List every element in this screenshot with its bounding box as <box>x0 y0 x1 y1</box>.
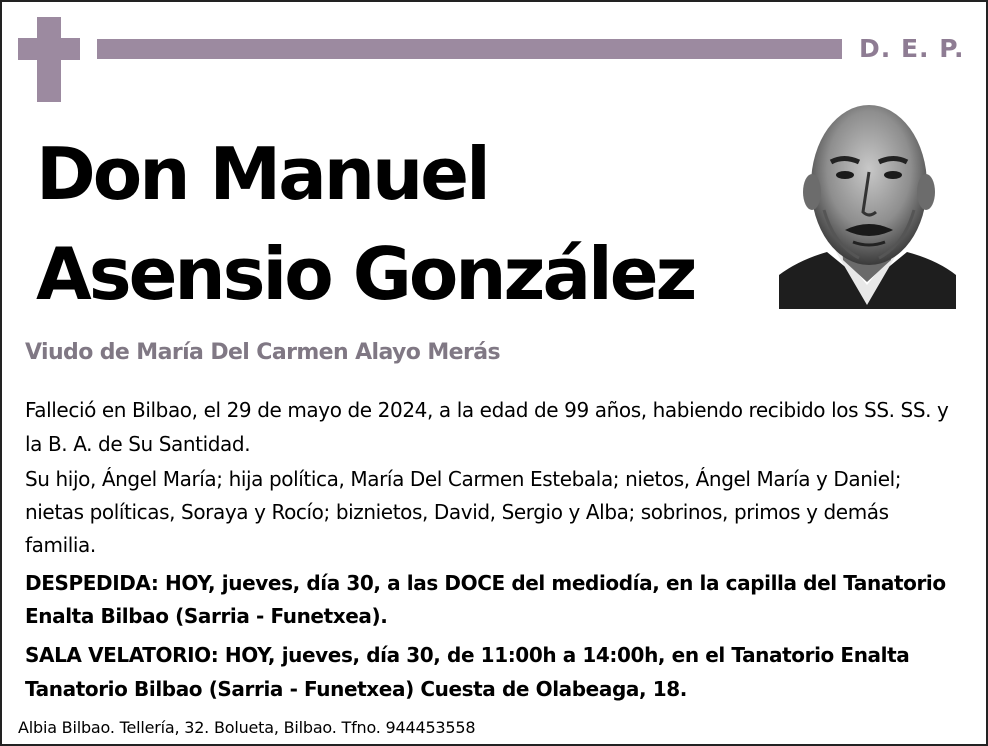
portrait-photo <box>779 100 956 309</box>
cross-icon-arm <box>18 38 80 60</box>
dep-label: D. E. P. <box>859 34 965 63</box>
spouse-line: Viudo de María Del Carmen Alayo Merás <box>25 340 500 365</box>
death-notice: Falleció en Bilbao, el 29 de mayo de 2024, a la edad de 99 años, habiendo recibido los SS. SS. y la B. A. de Su Santidad. <box>25 398 949 456</box>
deceased-name-line1: Don Manuel <box>36 132 488 216</box>
header-bar <box>97 39 842 59</box>
wake-room-notice: SALA VELATORIO: HOY, jueves, día 30, de 11:00h a 14:00h, en el Tanatorio Enalta Tanatorio Bilbao (Sarria - Funetxea) Cuesta de Olabeaga, 18. <box>25 643 910 701</box>
family-list: Su hijo, Ángel María; hija política, María Del Carmen Estebala; nietos, Ángel María y Daniel; nietas políticas, Soraya y Rocío; biznietos, David, Sergio y Alba; sobrinos, primos y demás familia. <box>25 467 902 557</box>
funeral-home-footer: Albia Bilbao. Tellería, 32. Bolueta, Bilbao. Tfno. 944453558 <box>18 718 476 737</box>
deceased-name-line2: Asensio González <box>36 232 695 316</box>
farewell-notice: DESPEDIDA: HOY, jueves, día 30, a las DOCE del mediodía, en la capilla del Tanatorio Enalta Bilbao (Sarria - Funetxea). <box>25 571 946 628</box>
